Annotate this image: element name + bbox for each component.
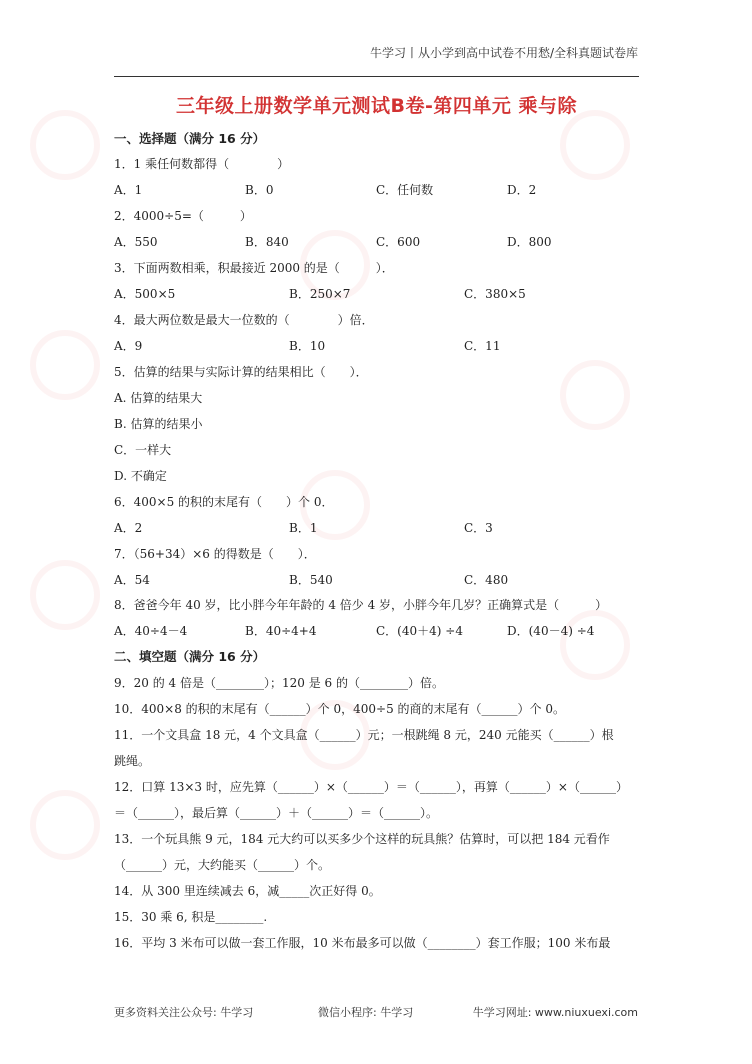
- watermark-logo: [560, 360, 630, 430]
- question-7-option: B．540: [289, 573, 333, 587]
- watermark-logo: [30, 110, 100, 180]
- page-title: 三年级上册数学单元测试B卷-第四单元 乘与除: [176, 95, 577, 117]
- question-5-option: B. 估算的结果小: [114, 417, 203, 431]
- question-5-option: A. 估算的结果大: [114, 391, 203, 405]
- question-3-option: C．380×5: [464, 287, 526, 301]
- question-4-option: C．11: [464, 339, 501, 353]
- question-2-option: C．600: [376, 235, 421, 249]
- question-5: 5．估算的结果与实际计算的结果相比（ ）．: [114, 365, 368, 379]
- watermark-logo: [560, 610, 630, 680]
- question-3-option: B．250×7: [289, 287, 351, 301]
- question-8-option: D．(40－4) ÷4: [507, 624, 595, 638]
- question-12-continued: ＝（______），最后算（______）＋（______）＝（______）。: [114, 806, 439, 820]
- section-heading: 一、选择题（满分 16 分）: [114, 131, 266, 146]
- watermark-logo: [30, 790, 100, 860]
- question-2: 2．4000÷5=（ ）: [114, 209, 252, 223]
- question-5-option: C．一样大: [114, 443, 172, 457]
- watermark-logo: [30, 560, 100, 630]
- question-1-option: C．任何数: [376, 183, 434, 197]
- question-16: 16．平均 3 米布可以做一套工作服，10 米布最多可以做（________）套工作服；100 米布最: [114, 936, 611, 950]
- question-11-continued: 跳绳。: [114, 754, 151, 768]
- question-3: 3．下面两数相乘，积最接近 2000 的是（ ）．: [114, 261, 394, 275]
- question-7: 7．（56+34）×6 的得数是（ ）．: [114, 547, 316, 561]
- question-6-option: B．1: [289, 521, 318, 535]
- question-2-option: A．550: [114, 235, 158, 249]
- question-2-option: D．800: [507, 235, 552, 249]
- watermark-logo: [560, 110, 630, 180]
- question-14: 14．从 300 里连续减去 6，减_____次正好得 0。: [114, 884, 381, 898]
- question-9: 9．20 的 4 倍是（________）；120 是 6 的（________）倍。: [114, 676, 444, 690]
- question-6-option: C．3: [464, 521, 493, 535]
- question-8-option: A．40÷4－4: [114, 624, 188, 638]
- footer-mini-program: 微信小程序: 牛学习: [318, 1006, 414, 1019]
- question-8-option: C．(40＋4) ÷4: [376, 624, 463, 638]
- question-6: 6．400×5 的积的末尾有（ ）个 0．: [114, 495, 334, 509]
- question-11: 11．一个文具盒 18 元，4 个文具盒（______）元；一根跳绳 8 元，240 元能买（______）根: [114, 728, 614, 742]
- section-heading: 二、填空题（满分 16 分）: [114, 649, 266, 664]
- footer-website[interactable]: 牛学习网址: www.niuxuexi.com: [472, 1006, 638, 1019]
- question-1: 1．1 乘任何数都得（ ）: [114, 157, 290, 171]
- question-4-option: A．9: [114, 339, 143, 353]
- question-7-option: A．54: [114, 573, 150, 587]
- question-7-option: C．480: [464, 573, 509, 587]
- watermark-logo: [30, 330, 100, 400]
- question-4-option: B．10: [289, 339, 326, 353]
- question-13-continued: （______）元，大约能买（______）个。: [114, 858, 331, 872]
- question-13: 13．一个玩具熊 9 元，184 元大约可以买多少个这样的玩具熊？估算时，可以把 184 元看作: [114, 832, 610, 846]
- question-1-option: B．0: [245, 183, 274, 197]
- header-text: 牛学习丨从小学到高中试卷不用愁/全科真题试卷库: [369, 46, 638, 60]
- question-3-option: A．500×5: [114, 287, 176, 301]
- question-6-option: A．2: [114, 521, 143, 535]
- question-1-option: D．2: [507, 183, 537, 197]
- question-1-option: A．1: [114, 183, 143, 197]
- question-12: 12．口算 13×3 时，应先算（______）×（______）＝（______），再算（______）×（______）: [114, 780, 628, 794]
- question-8-option: B．40÷4+4: [245, 624, 317, 638]
- footer-wechat-account: 更多资料关注公众号: 牛学习: [114, 1006, 254, 1019]
- question-2-option: B．840: [245, 235, 289, 249]
- question-10: 10．400×8 的积的末尾有（______）个 0，400÷5 的商的末尾有（______）个 0。: [114, 702, 565, 716]
- question-8: 8．爸爸今年 40 岁，比小胖今年年龄的 4 倍少 4 岁，小胖今年几岁？正确算式是（ ）: [114, 598, 608, 612]
- question-15: 15．30 乘 6, 积是________.: [114, 910, 268, 924]
- question-4: 4．最大两位数是最大一位数的（ ）倍．: [114, 313, 374, 327]
- question-5-option: D. 不确定: [114, 469, 167, 483]
- header-divider: [114, 76, 639, 77]
